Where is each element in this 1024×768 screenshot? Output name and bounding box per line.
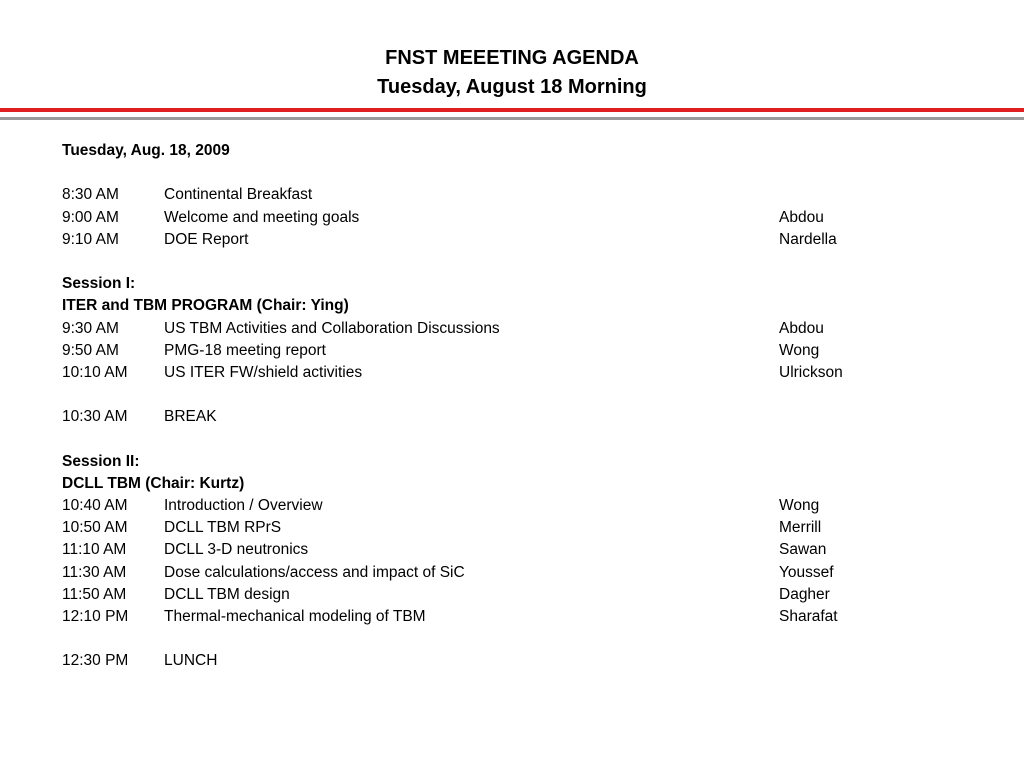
agenda-row (62, 517, 962, 539)
row-speaker: Abdou (779, 319, 824, 337)
header-divider-red (0, 108, 1024, 112)
session-label: Session I: (62, 275, 136, 293)
agenda-list (62, 140, 962, 673)
row-time: 10:50 AM (62, 519, 128, 537)
row-topic: Dose calculations/access and impact of SiC (164, 563, 465, 581)
agenda-row (62, 539, 962, 561)
row-topic: Continental Breakfast (164, 186, 313, 204)
row-time: 11:10 AM (62, 541, 127, 559)
row-speaker: Abdou (779, 208, 824, 226)
agenda-subtitle: Tuesday, August 18 Morning (377, 76, 647, 98)
row-time: 8:30 AM (62, 186, 119, 204)
row-topic: DOE Report (164, 230, 249, 248)
row-time: 10:40 AM (62, 497, 128, 514)
row-topic: Welcome and meeting goals (164, 208, 360, 226)
session-title: ITER and TBM PROGRAM (Chair: Ying) (62, 297, 349, 315)
row-time: 12:30 PM (62, 652, 129, 670)
row-speaker: Sharafat (779, 607, 838, 625)
row-speaker: Wong (779, 497, 820, 514)
agenda-row (62, 562, 962, 584)
agenda-row (62, 184, 962, 206)
spacer (62, 628, 962, 650)
row-speaker: Ulrickson (779, 363, 843, 381)
agenda-row (62, 584, 962, 606)
break-row (62, 406, 962, 428)
session-title: DCLL TBM (Chair: Kurtz) (62, 474, 245, 492)
row-topic: DCLL TBM RPrS (164, 519, 282, 537)
row-time: 11:50 AM (62, 585, 127, 603)
agenda-row (62, 229, 962, 251)
spacer (62, 251, 962, 273)
spacer (62, 428, 962, 450)
agenda-date: Tuesday, Aug. 18, 2009 (62, 142, 230, 159)
row-speaker: Wong (779, 341, 820, 359)
row-speaker: Dagher (779, 585, 830, 603)
page-title (0, 44, 1024, 102)
row-topic: US ITER FW/shield activities (164, 363, 363, 381)
row-topic: US TBM Activities and Collaboration Discussions (164, 319, 500, 337)
row-speaker: Nardella (779, 230, 837, 248)
row-time: 11:30 AM (62, 563, 127, 581)
row-time: 9:10 AM (62, 230, 119, 248)
row-topic: Introduction / Overview (164, 497, 323, 514)
row-topic: LUNCH (164, 652, 218, 670)
header-divider-gray (0, 117, 1024, 120)
row-topic: BREAK (164, 408, 217, 426)
row-speaker: Youssef (779, 563, 834, 581)
lunch-row (62, 650, 962, 672)
agenda-row (62, 340, 962, 362)
agenda-title: FNST MEEETING AGENDA (385, 47, 639, 69)
row-time: 9:30 AM (62, 319, 119, 337)
row-speaker: Sawan (779, 541, 827, 559)
row-topic: DCLL 3-D neutronics (164, 541, 309, 559)
agenda-row (62, 606, 962, 628)
row-topic: DCLL TBM design (164, 585, 290, 603)
spacer (62, 384, 962, 406)
row-topic: PMG-18 meeting report (164, 341, 326, 359)
row-time: 12:10 PM (62, 607, 129, 625)
agenda-row (62, 495, 962, 517)
row-time: 10:30 AM (62, 408, 128, 426)
agenda-row (62, 207, 962, 229)
session-label: Session II: (62, 452, 140, 470)
row-time: 9:50 AM (62, 341, 119, 359)
agenda-row (62, 362, 962, 384)
row-speaker: Merrill (779, 519, 822, 537)
row-time: 10:10 AM (62, 363, 128, 381)
agenda-row (62, 318, 962, 340)
spacer (62, 162, 962, 184)
row-topic: Thermal-mechanical modeling of TBM (164, 607, 426, 625)
row-time: 9:00 AM (62, 208, 119, 226)
